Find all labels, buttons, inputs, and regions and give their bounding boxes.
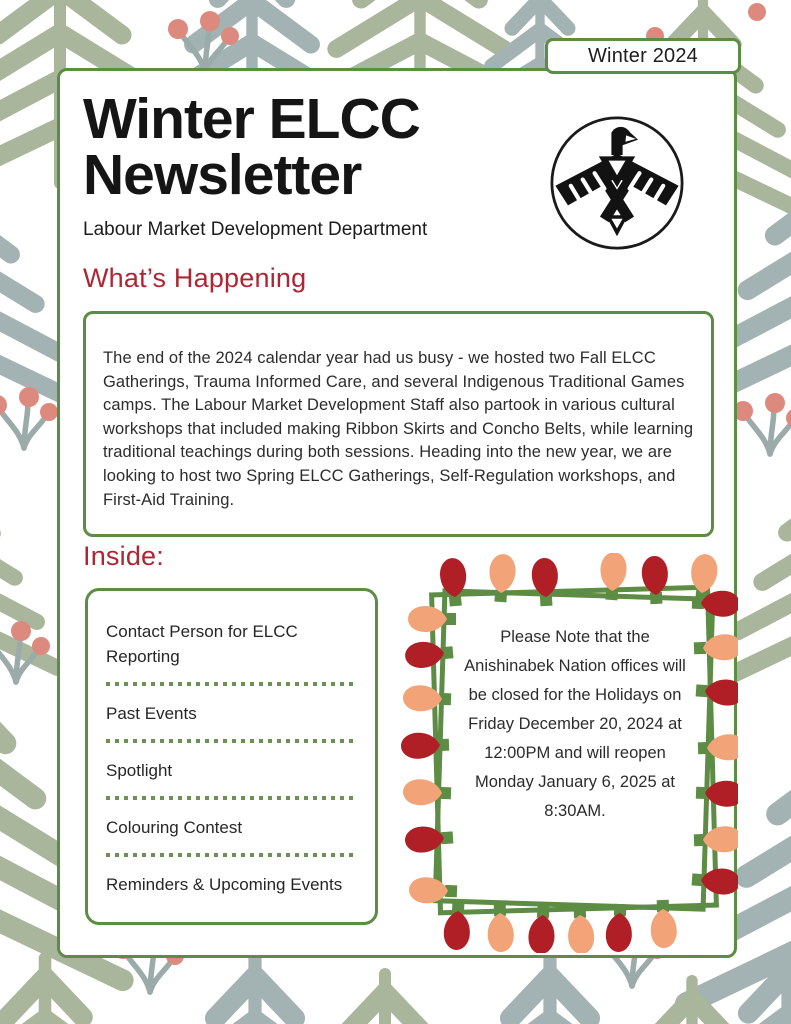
inside-list-box xyxy=(85,588,378,925)
newsletter-card xyxy=(57,68,737,958)
title-line-2: Newsletter xyxy=(83,143,362,207)
list-item: Spotlight xyxy=(106,761,173,780)
whats-happening-box xyxy=(83,311,714,537)
list-item: Colouring Contest xyxy=(106,818,243,837)
dotted-divider xyxy=(106,853,357,857)
dotted-divider xyxy=(106,739,357,743)
thunderbird-logo-icon xyxy=(547,113,687,253)
department-subtitle: Labour Market Development Department xyxy=(83,219,428,240)
inside-heading: Inside: xyxy=(83,541,164,571)
dotted-divider xyxy=(106,796,357,800)
list-item: Reminders & Upcoming Events xyxy=(106,875,343,894)
holiday-closure-notice: Please Note that the Anishinabek Nation offices will be closed for the Holidays on Friday December 20, 2024 at 12:00PM and will reopen Monday January 6, 2025 at 8:30AM. xyxy=(464,628,686,820)
whats-happening-body: The end of the 2024 calendar year had us busy - we hosted two Fall ELCC Gatherings, Trauma Informed Care, and several Indigenous Traditional Games camps. The Labour Market Development Staff also partook in various cultural workshops that included making Ribbon Skirts and Concho Belts, while learning traditional teachings during both sessions. Heading into the new year, we are looking to host two Spring ELCC Gatherings, Self-Regulation workshops, and First-Aid Training. xyxy=(103,349,694,509)
title-line-1: Winter ELCC xyxy=(83,87,420,151)
issue-badge-label: Winter 2024 xyxy=(587,44,699,67)
list-item: Past Events xyxy=(106,704,197,723)
whats-happening-heading: What’s Happening xyxy=(83,263,307,293)
issue-badge xyxy=(545,38,741,74)
page-title xyxy=(83,87,523,207)
dotted-divider xyxy=(106,682,357,686)
list-item: Contact Person for ELCC Reporting xyxy=(106,622,298,666)
